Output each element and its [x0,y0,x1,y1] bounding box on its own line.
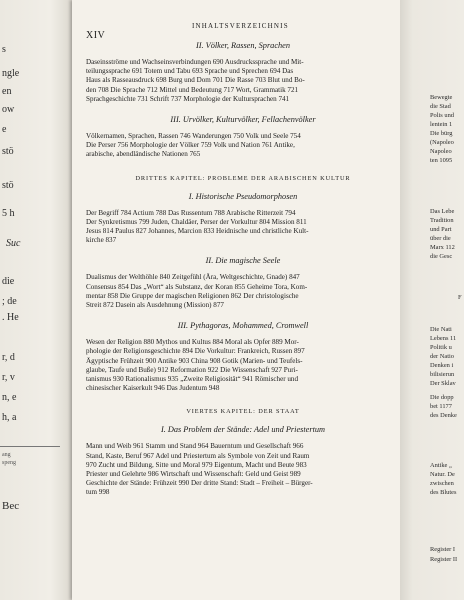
right-page-text: Der Sklav [430,380,456,387]
toc-line: chinesischer Kaiserkult 946 Das Judentum 948 [86,384,220,393]
section-title: III. Urvölker, Kulturvölker, Fellachenvölker [170,115,316,125]
toc-line: glaube, Taufe und Buße) 912 Reformation 922 Die Wissenschaft 927 Puri- [86,365,298,374]
toc-line: arabische, abendländische Nationen 765 [86,150,201,159]
right-page-text: des Denke [430,412,457,419]
section-title: II. Völker, Rassen, Sprachen [195,41,290,50]
toc-line: Priester und Gelehrte 986 Wirtschaft und Wissenschaft: Geld und Geist 989 [86,470,301,479]
left-page-text: en [2,86,12,97]
left-page-text: s [2,44,6,55]
right-page-text: Politik u [430,344,452,351]
toc-line: Wesen der Religion 880 Mythos und Kultus 884 Moral als Opfer 889 Mor- [86,338,299,347]
section-entries [86,442,400,497]
left-page-text: ngle [2,68,20,79]
left-page-text: ow [2,104,15,115]
right-page-text: zwischen [430,480,454,487]
toc-line: Daseinsströme und Wachseinsverbindungen 690 Ausdruckssprache und Mit- [86,58,304,66]
section-title: III. Pythagoras, Mohammed, Cromwell [177,321,309,331]
right-page-text: Die Nati [430,326,452,333]
page-number: XIV [86,30,106,41]
section-title: I. Historische Pseudomorphosen [188,191,298,201]
chapter-heading: DRITTES KAPITEL: PROBLEME DER ARABISCHEN KULTUR [135,174,351,182]
toc-line: Dualismus der Welthöhle 840 Zeitgefühl (Ära, Weltgeschichte, Gnade) 847 [86,273,300,282]
right-page-fragment [400,0,464,600]
toc-line: Der Synkretismus 799 Juden, Chaldäer, Perser der Vorkultur 804 Mission 811 [86,217,307,226]
left-page-text: 5 h [2,208,15,219]
right-page-text: Das Lebe [430,208,455,215]
left-page-text: n, e [2,392,17,403]
toc-line: Geschichte der Stände: Frühzeit 990 Der dritte Stand: Stadt – Freiheit – Bürger- [86,479,313,488]
right-page-text: Polis und [430,112,454,119]
right-page-text: Marx 112 [430,244,455,251]
right-page-text: bet 1177 [430,403,452,410]
toc-line: Haus als Rasseausdruck 698 Burg und Dom 701 Die Rasse 703 Blut und Bo- [86,76,305,85]
section-entries [86,132,400,160]
right-page-text: und Part [430,226,452,233]
left-page-text: stö [2,146,14,157]
right-page-text: bilisierun [430,371,455,378]
right-page-text: lentein 1 [430,121,453,128]
section-title: II. Die magische Seele [205,256,281,266]
chapter-heading: VIERTES KAPITEL: DER STAAT [186,408,300,416]
left-page-text: r, d [2,352,15,363]
left-page-text: e [2,124,7,135]
toc-line: Sprachgeschichte 731 Schrift 737 Morphologie der Kultursprachen 741 [86,94,290,103]
left-page-text: speng [2,460,16,466]
right-page-text: Register I [430,546,456,553]
section-entries [86,273,400,310]
right-page-text: über die [430,235,451,242]
toc-line: tum 998 [86,488,110,497]
right-page-text: Napoleo [430,148,452,155]
toc-line: Streit 872 Dasein als Ausdehnung (Mission) 877 [86,301,224,310]
table-of-contents [86,40,400,498]
left-page-text: Suc [6,238,21,249]
left-page-text: r, v [2,372,15,383]
section-entries [86,209,400,246]
left-page-text: die [2,276,15,287]
toc-line: Jesus 814 Paulus 827 Johannes, Marcion 833 Heidnische und christliche Kult- [86,227,309,236]
right-page-text: Bewegte [430,94,453,101]
right-page-text: der Natio [430,353,454,360]
left-page-text: h, a [2,412,17,423]
toc-line: Der Begriff 784 Actium 788 Das Russentum 788 Arabische Ritterzeit 794 [86,208,296,217]
left-page-text: ang [2,452,11,458]
toc-line: 970 Zucht und Bildung, Sitte und Moral 979 Eigentum, Macht und Beute 983 [86,460,307,469]
left-page-text: Bec [2,500,20,512]
right-page-text: Denken i [430,362,454,369]
left-page-text: stö [2,180,14,191]
toc-line: Ägyptische Frühzeit 900 Antike 903 China 908 Gotik (Marien- und Teufels- [86,356,303,365]
left-page-text: . He [2,312,19,323]
left-page-text: ; de [2,296,17,307]
toc-line: teilungssprache 691 Totem und Tabu 693 Sprache und Sprechen 694 Das [86,67,294,76]
toc-line: phologie der Religionsgeschichte 894 Die Vorkultur: Frankreich, Russen 897 [86,347,305,356]
toc-line: mentar 858 Die Gruppe der magischen Religionen 862 Der christologische [86,291,299,300]
toc-line: Stand, Kaste, Beruf 967 Adel und Priestertum als Symbole von Zeit und Raum [86,451,310,460]
right-page-text: Tradition [430,217,454,224]
right-page-text: (Napoleo [430,139,454,146]
book-page [72,0,400,600]
toc-line: den 708 Die Sprache 712 Mittel und Bedeutung 717 Wort, Grammatik 721 [86,85,299,94]
section-entries [86,338,400,393]
toc-line: tanismus 930 Rationalismus 935 „Zweite Religiosität“ 941 Römischer und [86,375,298,384]
toc-line: kirche 837 [86,236,117,245]
divider [0,446,60,447]
right-page-text: F [458,294,462,301]
right-page-text: ten 1095 [430,157,453,164]
toc-line: Die Perser 756 Morphologie der Völker 759 Volk und Nation 761 Antike, [86,141,295,150]
right-page-text: die Stad [430,103,451,110]
left-page-fragment [0,0,72,600]
right-page-text: Natur. De [430,471,455,478]
right-page-text: Die dopp [430,394,454,401]
right-page-text: des Blutes [430,489,457,496]
right-page-text: Die bürg [430,130,453,137]
right-page-text: Antike „ [430,462,452,469]
right-page-text: Register II [430,556,458,563]
section-title: I. Das Problem der Stände: Adel und Priestertum [160,425,326,435]
right-page-text: die Gesc [430,253,453,260]
section-entries [86,58,400,104]
right-page-text: Lebens 11 [430,335,457,342]
toc-line: Völkernamen, Sprachen, Rassen 746 Wanderungen 750 Volk und Seele 754 [86,132,301,141]
toc-line: Mann und Weib 961 Stamm und Stand 964 Bauerntum und Gesellschaft 966 [86,442,304,451]
running-head: INHALTSVERZEICHNIS [192,22,289,30]
toc-line: Consensus 854 Das „Wort“ als Substanz, der Koran 855 Geheime Tora, Kom- [86,282,308,291]
